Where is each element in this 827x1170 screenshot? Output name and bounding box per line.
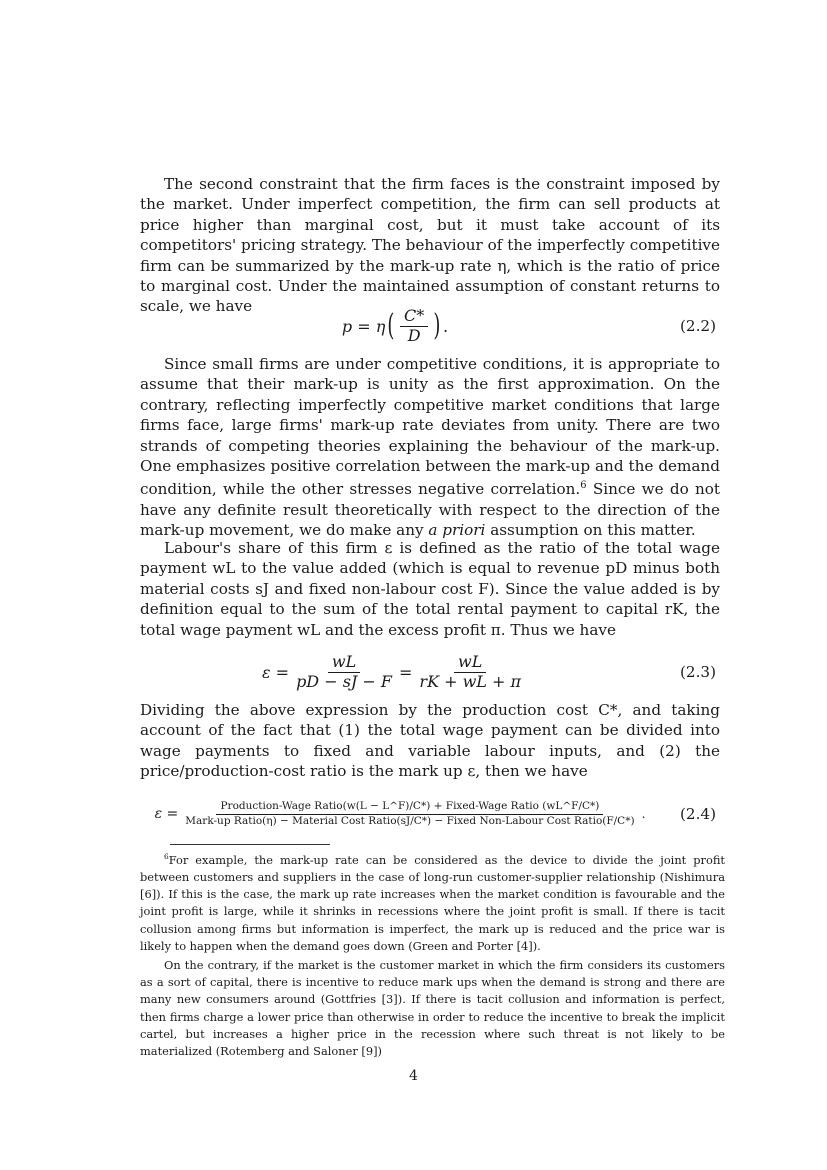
equation-2-4: ε = Production-Wage Ratio(w(L − L^F)/C*) + Fixed-Wage Ratio (wL^F/C*) Mark-up Ratio(η) − Material Cost Ratio(sJ/C*) − Fixed Non-Labour Cost Ratio(F/C*) . (2.4): [154, 800, 716, 827]
page-number: 4: [409, 1068, 418, 1084]
footnote-6-continued: On the contrary, if the market is the customer market in which the firm considers its customers as a sort of capital, there is incentive to reduce mark ups when the demand is strong and there are many new consumers around (Gottfries [3]). If there is tacit collusion and information is perfect, then firms charge a lower price than otherwise in order to reduce the incentive to break the implicit cartel, but increases a higher price in the recession where such threat is not likely to be materialized (Rotemberg and Saloner [9]): [140, 958, 725, 1059]
footnote-ref-6: 6: [580, 480, 587, 492]
eq22-denominator: D: [407, 325, 421, 345]
paragraph-markup: Since small firms are under competitive conditions, it is appropriate to assume that their mark-up is unity as the first approximation. On the contrary, reflecting imperfectly competitive market conditions that large firms face, large firms' mark-up rate deviates from unity. There are two strands of competing theories explaining the behaviour of the mark-up. One emphasizes positive correlation between the mark-up and the demand condition, while the other stresses negative correlation.$^6$ Since we do not have any definite result theoretically with respect to the direction of the mark-up movement, we do make any a priori assumption on this matter.: [140, 355, 720, 540]
eq24-denominator: Mark-up Ratio(η) − Material Cost Ratio(sJ/C*) − Fixed Non-Labour Cost Ratio(F/C*): [185, 814, 635, 827]
footnote-6: $^6$For example, the mark-up rate can be considered as the device to divide the joint profit between customers and suppliers in the case of long-run customer-supplier relationship (Nishimura [6]). If this is the case, the mark up rate increases when the market condition is favourable and the joint profit is large, while it shrinks in recessions where the joint profit is small. If there is tacit collusion among firms but information is imperfect, the mark up is reduced and the price war is likely to happen when the demand goes down (Green and Porter [4]).: [140, 852, 725, 953]
paragraph-labour-share: Labour's share of this firm ε is defined as the ratio of the total wage payment wL to the value added (which is equal to revenue pD minus both material costs sJ and fixed non-labour cost F). Since the value added is by definition equal to the sum of the total rental payment to capital rK, the total wage payment wL and the excess profit π. Thus we have: [140, 539, 720, 639]
equation-number-2-4: (2.4): [679, 805, 716, 823]
equation-number-2-2: (2.2): [679, 317, 716, 335]
equation-2-3: ε = $\frac{wL}{pD - sJ - F}$ = $\frac{wL}{rK + wL + \pi}$ (2.3): [261, 652, 716, 691]
paragraph-market-constraint: The second constraint that the firm faces is the constraint imposed by the market. Under imperfect competition, the firm can sell products at price higher than marginal cost, but it must take account of its competitors' pricing strategy. The behaviour of the imperfectly competitive firm can be summarized by the mark-up rate η, which is the ratio of price to marginal cost. Under the maintained assumption of constant returns to scale, we have: [140, 175, 720, 316]
equation-2-2: p = η ( $\frac{C*}{D}$ ) . (2.2): [341, 306, 716, 345]
footnotes: [140, 848, 725, 1060]
eq22-numerator: C*: [400, 307, 428, 326]
footnote-rule: [170, 844, 330, 845]
paragraph-dividing: Dividing the above expression by the production cost C*, and taking account of the fact that (1) the total wage payment can be divided into wage payments to fixed and variable labour inputs, and (2) the price/production-cost ratio is the mark up ε, then we have: [140, 701, 720, 781]
eq24-numerator: Production-Wage Ratio(w(L − L^F)/C*) + Fixed-Wage Ratio (wL^F/C*): [216, 800, 603, 814]
equation-number-2-3: (2.3): [679, 663, 716, 681]
eq22-lhs: p = η: [341, 316, 386, 336]
